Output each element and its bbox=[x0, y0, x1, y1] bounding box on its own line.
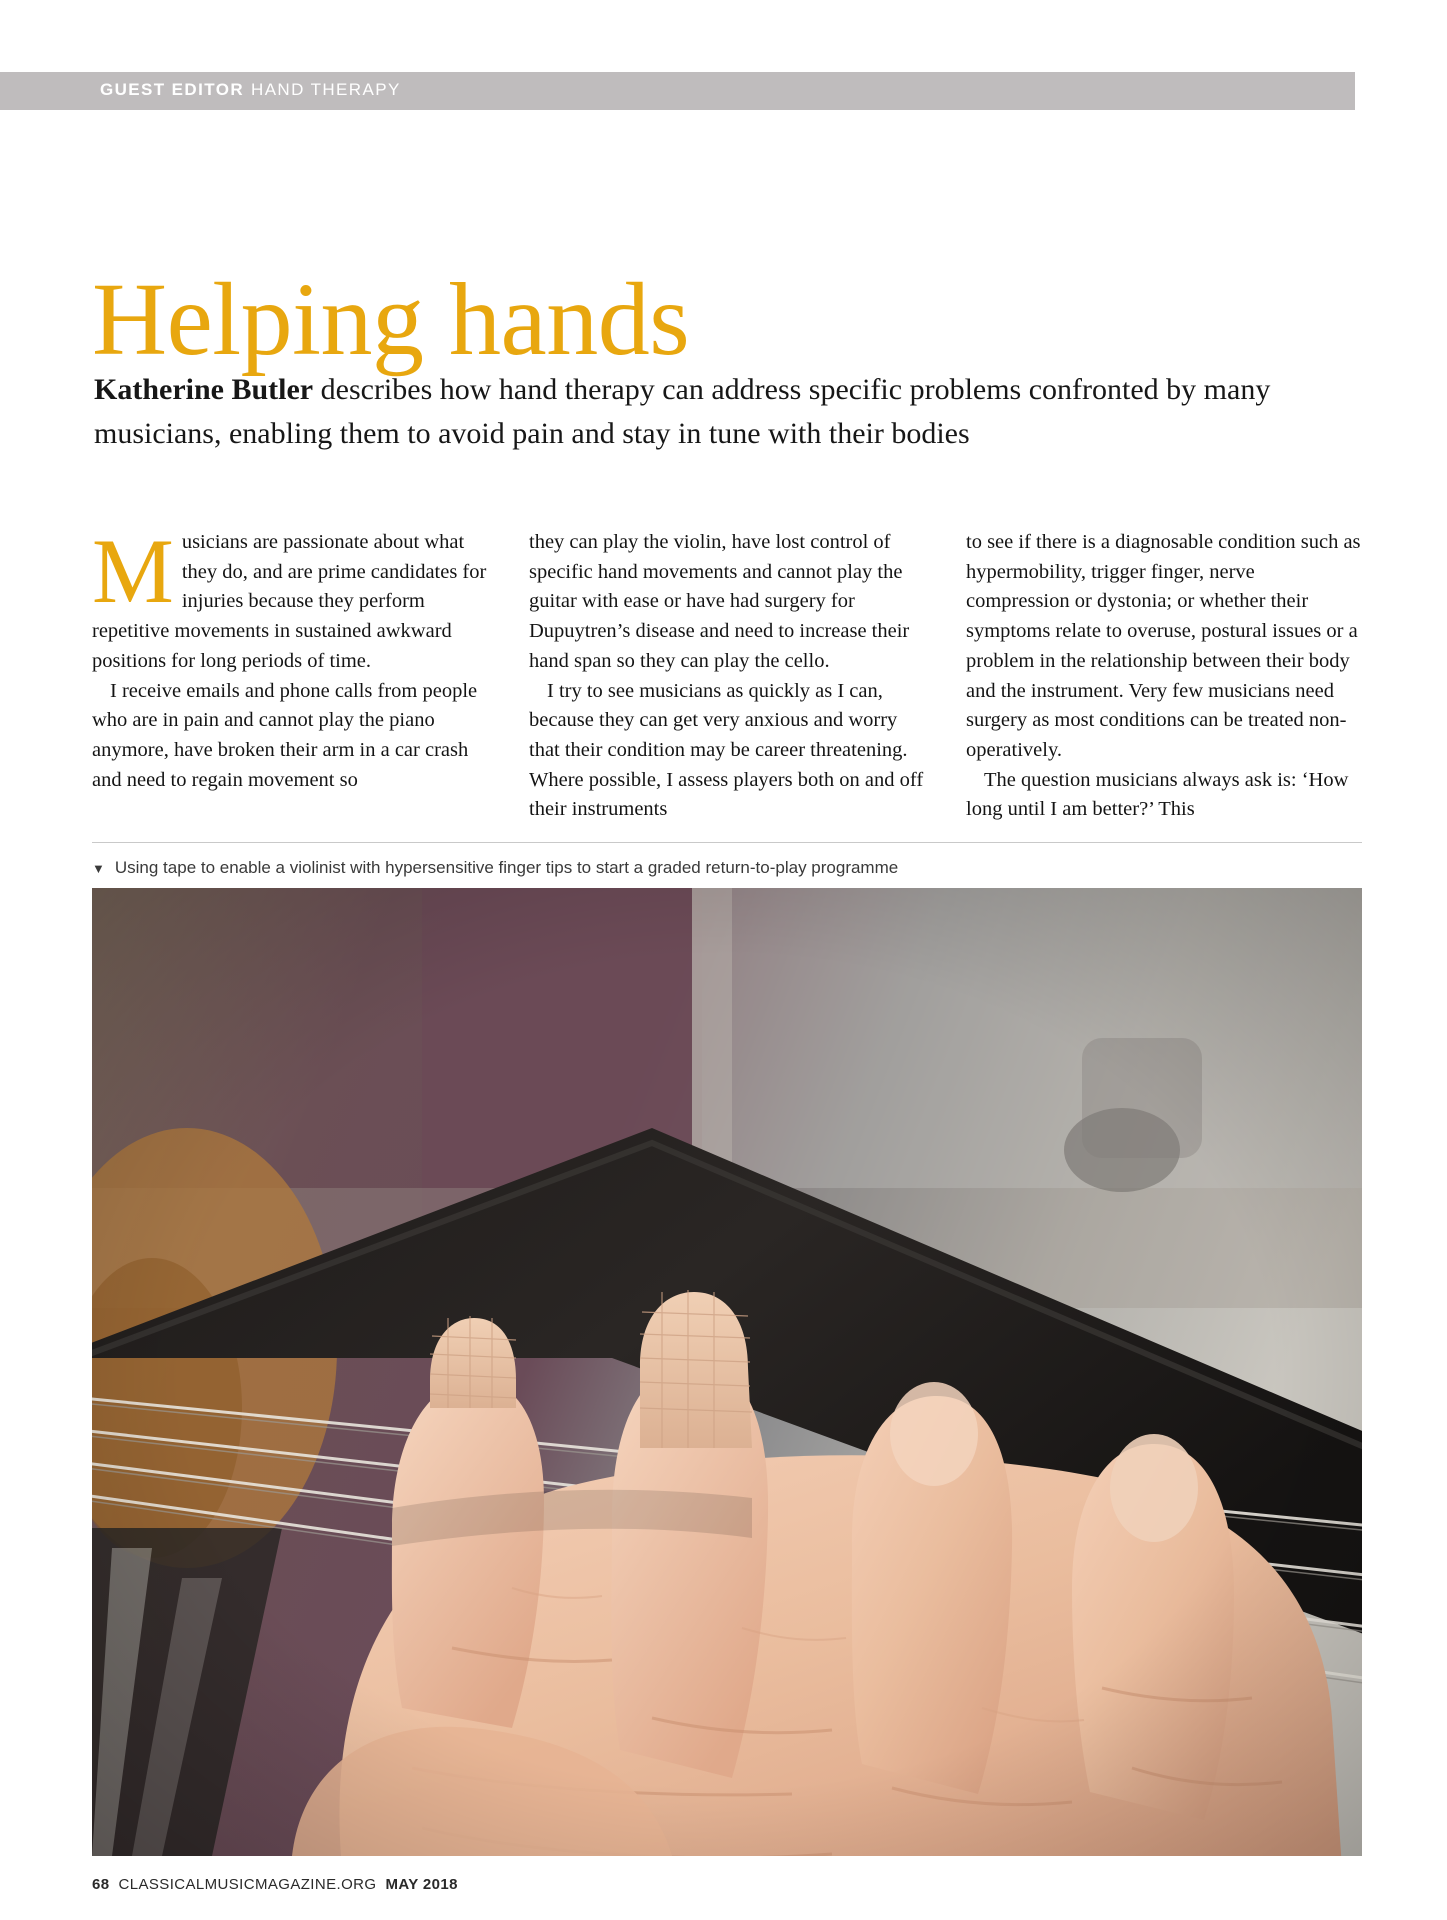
page-number: 68 bbox=[92, 1876, 110, 1893]
divider bbox=[92, 842, 1362, 843]
paragraph: The question musicians always ask is: ‘How long until I am better?’ This bbox=[966, 768, 1349, 821]
paragraph: to see if there is a diagnosable condition such as hypermobility, trigger finger, nerve compression or dystonia; or whether their symptoms relate to overuse, postural issues or a problem in the relationship between their body and the instrument. Very few musicians need surgery as most conditions can be treated non-operatively. bbox=[966, 531, 1361, 762]
figure-image bbox=[92, 888, 1362, 1856]
caption-arrow-icon: ▼ bbox=[92, 861, 105, 876]
footer-issue: MAY 2018 bbox=[385, 1876, 458, 1893]
article-body bbox=[92, 520, 1362, 825]
paragraph: they can play the violin, have lost control of specific hand movements and cannot play the guitar with ease or have had surgery for Dupuytren’s disease and need to increase their hand span so they can play the cello. bbox=[529, 531, 910, 672]
section-kicker bbox=[100, 80, 401, 100]
kicker-strong: GUEST EDITOR bbox=[100, 80, 245, 99]
page-title: Helping hands bbox=[92, 261, 690, 377]
figure-caption bbox=[92, 858, 1362, 878]
standfirst-text: describes how hand therapy can address specific problems confronted by many musicians, enabling them to avoid pain and stay in tune with their bodies bbox=[94, 373, 1271, 450]
paragraph: I receive emails and phone calls from people who are in pain and cannot play the piano anymore, have broken their arm in a car crash and need to regain movement so bbox=[92, 679, 478, 791]
paragraph-text: usicians are passionate about what they do, and are prime candidates for injuries because they perform repetitive movements in sustained awkward positions for long periods of time. bbox=[92, 531, 487, 672]
body-column-1 bbox=[92, 520, 487, 825]
page-footer bbox=[92, 1876, 458, 1893]
kicker-light: HAND THERAPY bbox=[251, 80, 401, 99]
caption-text: Using tape to enable a violinist with hypersensitive finger tips to start a graded return-to-play programme bbox=[114, 858, 899, 877]
body-column-2 bbox=[529, 528, 924, 825]
drop-cap: M bbox=[92, 520, 174, 622]
author-byline: Katherine Butler bbox=[94, 373, 314, 406]
body-column-3 bbox=[966, 528, 1361, 825]
footer-site: CLASSICALMUSICMAGAZINE.ORG bbox=[118, 1876, 377, 1893]
violin-hand-photo bbox=[92, 888, 1362, 1856]
standfirst bbox=[94, 368, 1356, 455]
paragraph bbox=[92, 520, 487, 677]
paragraph: I try to see musicians as quickly as I can, because they can get very anxious and worry that their condition may be career threatening. Where possible, I assess players both on and off their instruments bbox=[529, 679, 924, 821]
